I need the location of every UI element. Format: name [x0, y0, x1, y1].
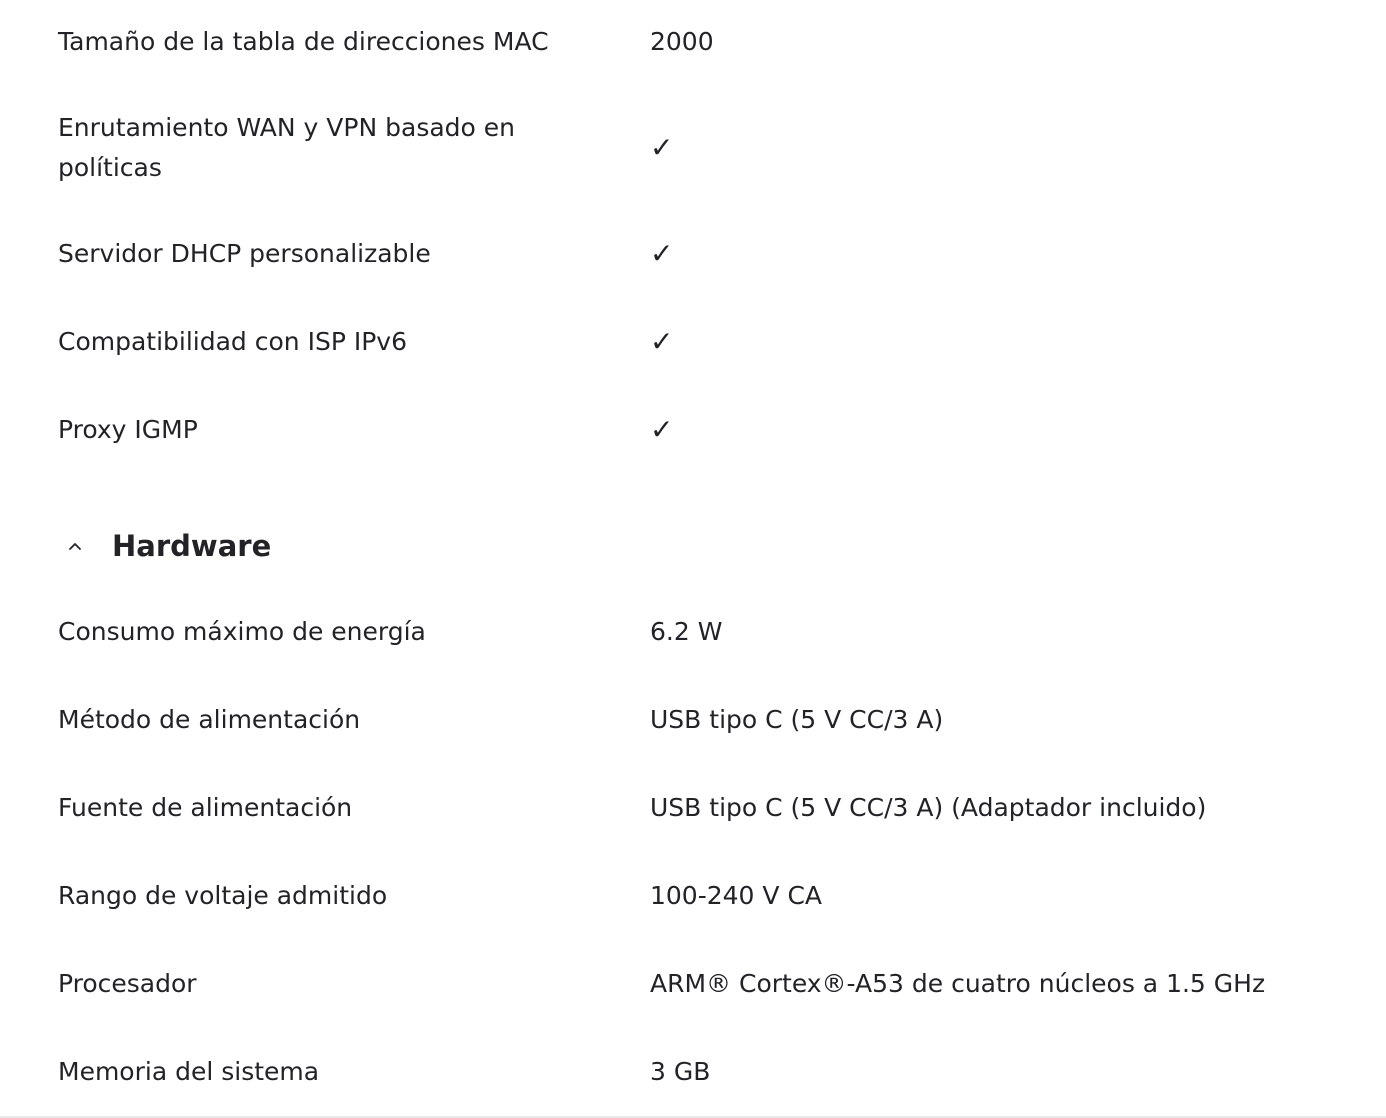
spec-label: Fuente de alimentación	[58, 793, 353, 822]
spec-label: Servidor DHCP personalizable	[58, 239, 431, 268]
spec-row-processor	[58, 940, 1358, 1028]
spec-value	[650, 234, 1358, 275]
spec-row-power-method	[58, 676, 1358, 764]
spec-row-memory	[58, 1028, 1358, 1116]
checkmark-icon: ✓	[650, 412, 674, 446]
chevron-up-icon[interactable]	[58, 542, 112, 551]
spec-row-policy-routing	[58, 86, 1358, 210]
spec-content	[58, 0, 1358, 1116]
spec-value: 2000	[650, 27, 714, 56]
spec-label: Proxy IGMP	[58, 415, 198, 444]
spec-label: Rango de voltaje admitido	[58, 881, 388, 910]
spec-label: Procesador	[58, 969, 197, 998]
spec-label: Enrutamiento WAN y VPN basado en políticas	[58, 113, 515, 182]
checkmark-icon: ✓	[650, 324, 674, 358]
spec-label: Método de alimentación	[58, 705, 361, 734]
spec-label: Memoria del sistema	[58, 1057, 320, 1086]
spec-label: Compatibilidad con ISP IPv6	[58, 327, 407, 356]
spec-value: 100-240 V CA	[650, 881, 823, 910]
spec-value: 3 GB	[650, 1057, 711, 1086]
spec-value: USB tipo C (5 V CC/3 A)	[650, 705, 944, 734]
section-title: Hardware	[112, 529, 272, 563]
spec-row-power-supply	[58, 764, 1358, 852]
spec-row-dhcp	[58, 210, 1358, 298]
spec-row-ipv6	[58, 298, 1358, 386]
spec-row-voltage	[58, 852, 1358, 940]
spec-value: 6.2 W	[650, 617, 723, 646]
spec-value	[650, 322, 1358, 363]
spec-value: ARM® Cortex®-A53 de cuatro núcleos a 1.5 GHz	[650, 969, 1266, 998]
spec-value: USB tipo C (5 V CC/3 A) (Adaptador incluido)	[650, 793, 1207, 822]
hardware-section-header[interactable]	[58, 526, 1358, 566]
spec-row-igmp	[58, 386, 1358, 474]
spec-value	[650, 410, 1358, 451]
spec-row-mac-table	[58, 0, 1358, 86]
spec-label: Consumo máximo de energía	[58, 617, 426, 646]
spec-label: Tamaño de la tabla de direcciones MAC	[58, 27, 549, 56]
spec-row-max-power	[58, 588, 1358, 676]
spec-value	[650, 128, 1358, 169]
checkmark-icon: ✓	[650, 236, 674, 270]
checkmark-icon: ✓	[650, 130, 674, 164]
